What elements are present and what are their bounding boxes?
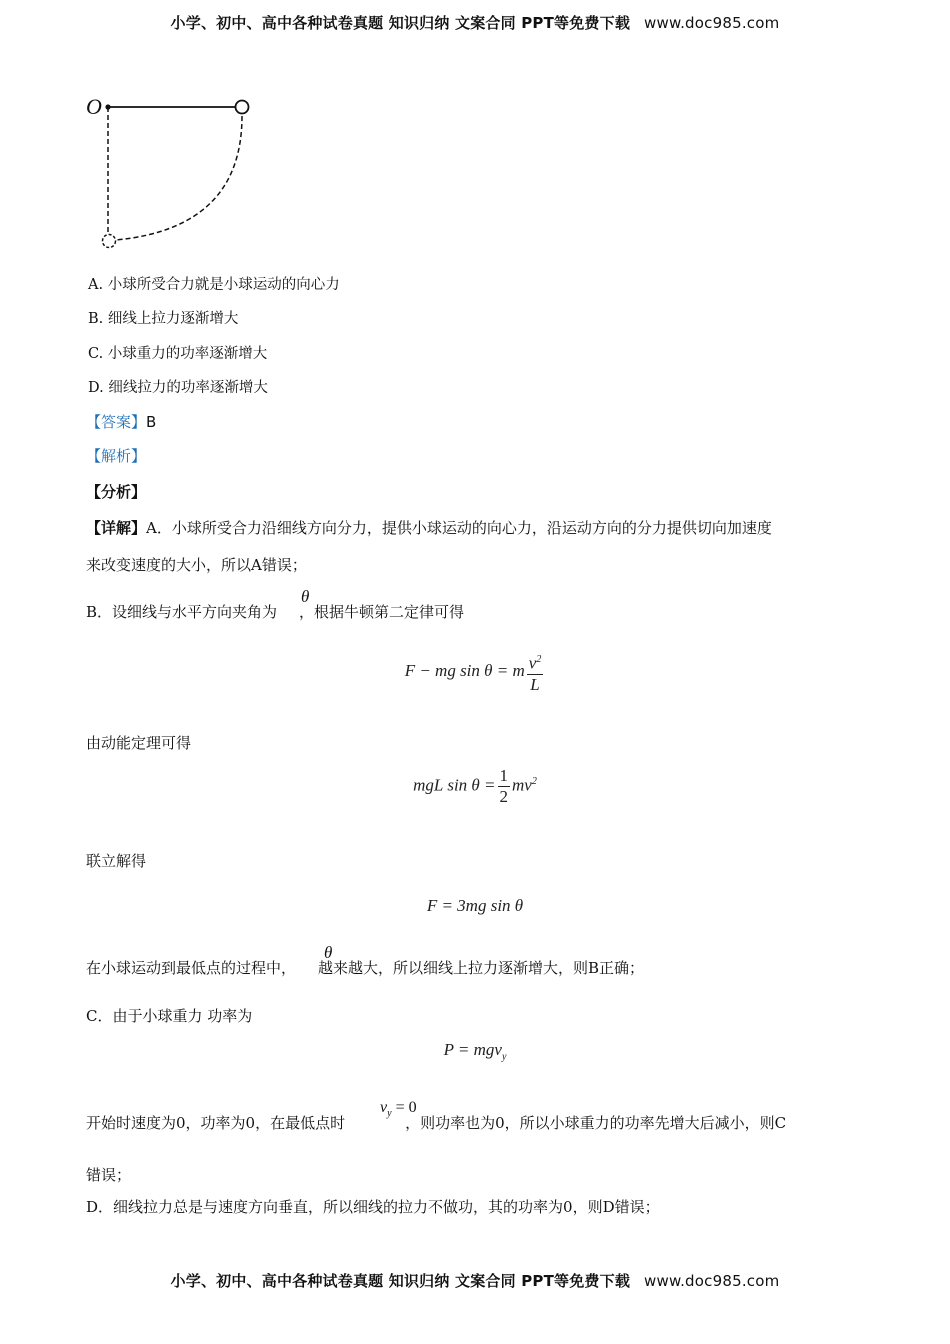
vy-sub: y [387, 1108, 392, 1120]
option-b: B. 细线上拉力逐渐增大 [88, 311, 239, 327]
theta-symbol-2: θ [324, 943, 333, 962]
c-line1-pre: 开始时速度为0，功率为0，在最低点时 [86, 1114, 346, 1132]
footer-banner [0, 1270, 950, 1291]
b-conclusion [86, 958, 644, 978]
detail-line-2: 来改变速度的大小，所以A错误； [86, 556, 307, 574]
c-line-2: 错误； [86, 1166, 132, 1184]
answer-value: B [146, 413, 157, 431]
eq2-sup: 2 [531, 775, 537, 787]
eq1-num: v [528, 653, 537, 673]
option-c: C. 小球重力的功率逐渐增大 [88, 346, 268, 362]
detail-tag: 【详解】 [86, 519, 147, 537]
footer-banner-url[interactable]: www.doc985.com [644, 1272, 780, 1290]
option-a: A. 小球所受合力就是小球运动的向心力 [88, 277, 340, 293]
b-intro-text: B．设细线与水平方向夹角为 [86, 603, 278, 621]
equation-power [0, 1040, 950, 1062]
eq2-num: 1 [499, 766, 508, 785]
vy-zero [380, 1099, 417, 1119]
fenxi-tag: 【分析】 [86, 483, 147, 501]
equation-result: F = 3mg sin θ [426, 896, 524, 915]
header-banner [0, 12, 950, 33]
c-intro: C．由于小球重力 功率为 [86, 1007, 253, 1025]
combine-text: 联立解得 [86, 852, 147, 870]
banner-text: 小学、初中、高中各种试卷真题 知识归纳 文案合同 PPT等免费下载 [170, 14, 631, 32]
analysis-tag: 【解析】 [86, 447, 147, 465]
banner-url[interactable]: www.doc985.com [644, 14, 780, 32]
b-conclusion-post: 越来越大，所以细线上拉力逐渐增大，则B正确； [318, 959, 645, 977]
equation-energy [0, 766, 950, 807]
eq1-left: F − mg sin θ = m [404, 661, 525, 681]
ball-bottom [103, 235, 116, 248]
arc-dashed-path [116, 116, 242, 240]
vy-eq: = 0 [391, 1099, 417, 1116]
footer-banner-text: 小学、初中、高中各种试卷真题 知识归纳 文案合同 PPT等免费下载 [170, 1272, 631, 1290]
equation-newton [0, 650, 950, 695]
eq2-right: mv [512, 775, 532, 795]
answer-tag: 【答案】 [86, 413, 147, 431]
answer-line [86, 412, 156, 432]
pendulum-diagram [80, 88, 270, 258]
detail-a-text: A．小球所受合力沿细线方向分力，提供小球运动的向心力，沿运动方向的分力提供切向加速度 [146, 519, 772, 537]
pivot-label: O [86, 94, 102, 119]
eq1-num-sup: 2 [536, 654, 542, 665]
eq4-left: P = mgv [443, 1040, 502, 1059]
eq1-den: L [530, 674, 540, 694]
c-line1-post: ，则功率也为0，所以小球重力的功率先增大后减小，则C [405, 1114, 787, 1132]
b-intro-end: ，根据牛顿第二定律可得 [299, 603, 465, 621]
c-line-1 [86, 1113, 786, 1133]
detail-b-intro [86, 602, 464, 622]
b-conclusion-pre: 在小球运动到最低点的过程中， [86, 959, 297, 977]
energy-text: 由动能定理可得 [86, 734, 192, 752]
ball-start [236, 101, 249, 114]
option-d: D. 细线拉力的功率逐渐增大 [88, 380, 268, 396]
vy-symbol: v [380, 1099, 388, 1116]
eq2-fraction [498, 766, 511, 807]
eq4-sub: y [501, 1051, 507, 1063]
d-line: D．细线拉力总是与速度方向垂直，所以细线的拉力不做功，其的功率为0，则D错误； [86, 1198, 660, 1216]
eq1-fraction [527, 650, 544, 695]
eq2-left: mgL sin θ = [413, 775, 496, 795]
detail-line-1 [86, 518, 772, 538]
eq2-den: 2 [499, 787, 508, 806]
theta-symbol-1: θ [301, 587, 310, 606]
